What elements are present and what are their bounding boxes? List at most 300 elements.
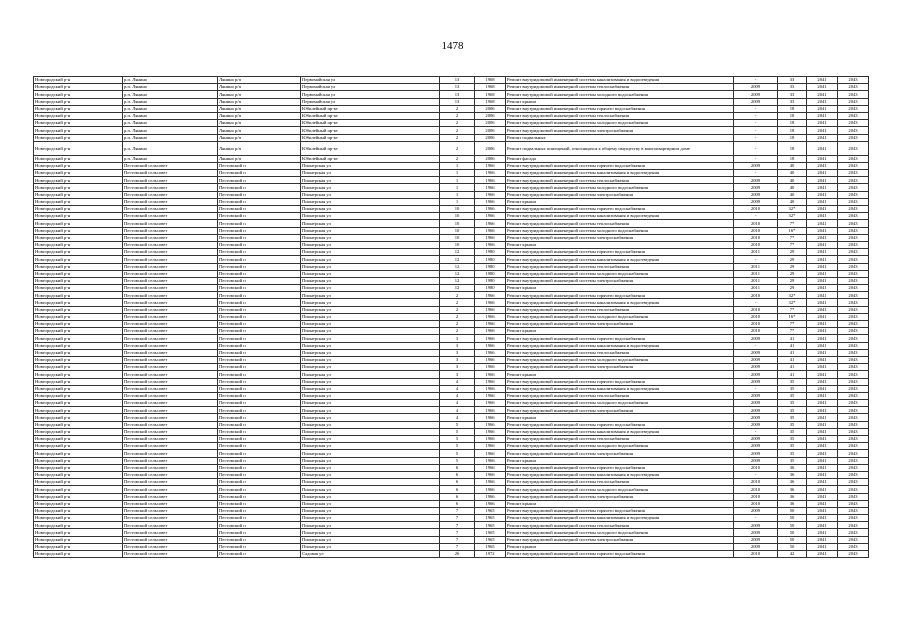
table-cell-start-year: 35 [778,378,807,385]
table-cell-street: Пионерская ул [301,198,440,205]
table-cell-house: 2 [440,134,475,141]
table-cell-done-year: - [734,120,778,127]
table-cell-end-year-b: 2043 [838,436,869,443]
table-cell-work-type: Ремонт внутридомовой инженерной системы теплоснабжения [506,84,734,91]
table-cell-end-year-a: 2041 [807,392,838,399]
table-cell-street: Пионерская ул [301,479,440,486]
table-cell-work-type: Ремонт внутридомовой инженерной системы холодного водоснабжения [506,443,734,450]
table-cell-street: Пионерская ул [301,285,440,292]
table-cell-street: Пионерская ул [301,206,440,213]
table-cell-municipality: Пестовский п [218,285,301,292]
table-cell-house: 12 [440,277,475,284]
table-cell-done-year: 2010 [734,328,778,335]
table-cell-done-year: - [734,155,778,162]
table-cell-done-year: 2010 [734,306,778,313]
table-cell-work-type: Ремонт внутридомовой инженерной системы холодного водоснабжения [506,184,734,191]
table-cell-street: Юбилейный пр-кт [301,112,440,119]
table-cell-settlement: Пестовский сельсовет [123,241,218,248]
table-cell-end-year-b: 2043 [838,177,869,184]
table-cell-year: 2006 [475,134,506,141]
table-cell-work-type: Ремонт внутридомовой инженерной системы канализования и водоотведения [506,385,734,392]
table-cell-work-type: Ремонт крыши [506,285,734,292]
table-cell-house: 2 [440,105,475,112]
table-cell-done-year: 2010 [734,313,778,320]
table-cell-done-year: 2010 [734,486,778,493]
table-row [34,493,869,500]
table-cell-end-year-b: 2043 [838,77,869,84]
table-cell-end-year-b: 2043 [838,356,869,363]
table-cell-done-year: 2009 [734,198,778,205]
table-row [34,349,869,356]
table-cell-start-year: 18 [778,112,807,119]
table-cell-done-year: 2009 [734,356,778,363]
table-cell-street: Юбилейный пр-кт [301,120,440,127]
table-row [34,335,869,342]
table-cell-settlement: Пестовский сельсовет [123,213,218,220]
table-cell-district: Новгородский р-н [34,321,123,328]
table-cell-done-year: 2009 [734,184,778,191]
table-cell-year: 1966 [475,220,506,227]
table-cell-municipality: Пестовский п [218,335,301,342]
table-row [34,198,869,205]
table-cell-year: 1966 [475,500,506,507]
table-cell-work-type: Ремонт внутридомовой инженерной системы холодного водоснабжения [506,400,734,407]
table-cell-end-year-b: 2043 [838,98,869,105]
table-cell-end-year-b: 2043 [838,378,869,385]
table-cell-start-year: 40 [778,198,807,205]
table-cell-district: Новгородский р-н [34,378,123,385]
table-cell-end-year-b: 2043 [838,321,869,328]
table-cell-end-year-a: 2041 [807,134,838,141]
page-number: 1478 [441,40,464,52]
table-cell-end-year-b: 2043 [838,493,869,500]
table-cell-end-year-a: 2041 [807,112,838,119]
table-cell-house: 13 [440,98,475,105]
table-cell-district: Новгородский р-н [34,127,123,134]
table-cell-year: 1968 [475,84,506,91]
table-cell-settlement: Пестовский сельсовет [123,457,218,464]
table-cell-end-year-a: 2041 [807,77,838,84]
table-cell-street: Пионерская ул [301,378,440,385]
table-cell-district: Новгородский р-н [34,500,123,507]
table-cell-end-year-a: 2041 [807,321,838,328]
table-cell-end-year-b: 2043 [838,507,869,514]
table-cell-year: 1966 [475,364,506,371]
table-cell-end-year-b: 2043 [838,191,869,198]
table-row [34,177,869,184]
table-cell-end-year-b: 2043 [838,170,869,177]
table-cell-done-year: - [734,428,778,435]
table-cell-end-year-a: 2041 [807,91,838,98]
table-cell-settlement: Пестовский сельсовет [123,378,218,385]
table-cell-end-year-a: 2041 [807,414,838,421]
table-cell-municipality: Пестовский п [218,270,301,277]
table-cell-work-type: Ремонт внутридомовой инженерной системы холодного водоснабжения [506,227,734,234]
table-cell-work-type: Ремонт внутридомовой инженерной системы теплоснабжения [506,177,734,184]
table-row [34,112,869,119]
table-cell-year: 1966 [475,421,506,428]
table-cell-street: Пионерская ул [301,263,440,270]
table-cell-street: Пионерская ул [301,292,440,299]
table-cell-district: Новгородский р-н [34,364,123,371]
table-cell-district: Новгородский р-н [34,313,123,320]
table-cell-municipality: Пестовский п [218,299,301,306]
table-row [34,450,869,457]
table-cell-done-year: - [734,134,778,141]
table-cell-district: Новгородский р-н [34,141,123,155]
table-cell-district: Новгородский р-н [34,277,123,284]
table-row [34,91,869,98]
table-cell-end-year-b: 2043 [838,385,869,392]
table-cell-street: Садовая ул [301,551,440,558]
table-cell-done-year: 2011 [734,249,778,256]
table-cell-done-year: 2009 [734,543,778,550]
table-cell-house: 7 [440,529,475,536]
table-cell-work-type: Ремонт внутридомовой инженерной системы канализования и водоотведения [506,342,734,349]
table-cell-work-type: Ремонт внутридомовой инженерной системы горячего водоснабжения [506,421,734,428]
table-cell-street: Пионерская ул [301,177,440,184]
table-cell-year: 1980 [475,285,506,292]
table-cell-settlement: Пестовский сельсовет [123,536,218,543]
table-cell-year: 1966 [475,471,506,478]
table-cell-work-type: Ремонт внутридомовой инженерной системы теплоснабжения [506,349,734,356]
table-cell-house: 10 [440,241,475,248]
table-cell-work-type: Ремонт фасада [506,155,734,162]
table-cell-done-year: 2009 [734,529,778,536]
table-cell-end-year-a: 2041 [807,292,838,299]
table-cell-year: 1966 [475,227,506,234]
table-cell-end-year-a: 2041 [807,220,838,227]
table-cell-done-year: - [734,105,778,112]
table-cell-street: Пионерская ул [301,407,440,414]
table-cell-year: 1966 [475,313,506,320]
table-cell-house: 1 [440,184,475,191]
table-row [34,120,869,127]
table-cell-year: 1966 [475,198,506,205]
table-cell-settlement: Пестовский сельсовет [123,551,218,558]
table-cell-start-year: 29 [778,263,807,270]
table-cell-district: Новгородский р-н [34,206,123,213]
table-cell-work-type: Ремонт внутридомовой инженерной системы теплоснабжения [506,436,734,443]
table-cell-year: 1966 [475,378,506,385]
table-cell-municipality: Пестовский п [218,500,301,507]
table-cell-end-year-a: 2041 [807,120,838,127]
table-cell-year: 1966 [475,170,506,177]
table-cell-municipality: Лянино р/п [218,127,301,134]
table-cell-street: Пионерская ул [301,191,440,198]
table-cell-done-year: 2010 [734,292,778,299]
table-cell-done-year: 2009 [734,457,778,464]
table-cell-end-year-a: 2041 [807,443,838,450]
table-cell-street: Пионерская ул [301,364,440,371]
table-cell-work-type: Ремонт крыши [506,98,734,105]
table-cell-house: 5 [440,457,475,464]
table-cell-house: 3 [440,342,475,349]
table-cell-start-year: 32* [778,213,807,220]
table-cell-settlement: Пестовский сельсовет [123,285,218,292]
table-cell-done-year: 2009 [734,191,778,198]
table-cell-settlement: Пестовский сельсовет [123,500,218,507]
table-row [34,220,869,227]
table-cell-house: 26 [440,551,475,558]
table-cell-municipality: Пестовский п [218,177,301,184]
table-cell-end-year-a: 2041 [807,105,838,112]
table-cell-end-year-a: 2041 [807,84,838,91]
table-cell-house: 2 [440,328,475,335]
table-cell-end-year-a: 2041 [807,256,838,263]
table-cell-year: 1980 [475,249,506,256]
table-row [34,241,869,248]
table-cell-end-year-a: 2041 [807,428,838,435]
table-cell-start-year: 32* [778,299,807,306]
table-cell-year: 1965 [475,507,506,514]
table-cell-house: 6 [440,486,475,493]
table-cell-district: Новгородский р-н [34,105,123,112]
table-cell-done-year: 2009 [734,436,778,443]
table-cell-done-year: 2009 [734,98,778,105]
table-cell-end-year-b: 2043 [838,400,869,407]
table-row [34,414,869,421]
table-cell-end-year-b: 2043 [838,428,869,435]
table-cell-municipality: Пестовский п [218,184,301,191]
table-cell-start-year: 35 [778,436,807,443]
table-cell-house: 1 [440,191,475,198]
table-cell-street: Юбилейный пр-кт [301,127,440,134]
table-cell-district: Новгородский р-н [34,536,123,543]
table-cell-street: Пионерская ул [301,529,440,536]
table-cell-municipality: Пестовский п [218,220,301,227]
table-cell-work-type: Ремонт внутридомовой инженерной системы канализования и водоотведения [506,170,734,177]
table-cell-start-year: 36 [778,486,807,493]
table-cell-municipality: Лянино р/п [218,98,301,105]
table-cell-settlement: Пестовский сельсовет [123,321,218,328]
table-cell-district: Новгородский р-н [34,428,123,435]
table-cell-start-year: 36 [778,471,807,478]
table-cell-end-year-a: 2041 [807,371,838,378]
table-cell-settlement: р.п. Лянино [123,155,218,162]
table-cell-house: 6 [440,493,475,500]
table-cell-done-year: - [734,141,778,155]
table-cell-house: 10 [440,213,475,220]
table-cell-district: Новгородский р-н [34,385,123,392]
table-row [34,313,869,320]
table-cell-settlement: Пестовский сельсовет [123,328,218,335]
table-cell-work-type: Ремонт внутридомовой инженерной системы электроснабжения [506,493,734,500]
table-cell-municipality: Пестовский п [218,249,301,256]
table-cell-end-year-a: 2041 [807,385,838,392]
table-cell-work-type: Ремонт внутридомовой инженерной системы горячего водоснабжения [506,249,734,256]
table-cell-year: 1966 [475,385,506,392]
table-cell-end-year-a: 2041 [807,170,838,177]
table-cell-start-year: 35 [778,400,807,407]
table-cell-end-year-b: 2043 [838,206,869,213]
table-cell-end-year-b: 2043 [838,407,869,414]
table-cell-end-year-a: 2041 [807,407,838,414]
table-row [34,551,869,558]
table-cell-end-year-a: 2041 [807,378,838,385]
table-cell-year: 1966 [475,328,506,335]
table-cell-start-year: 50 [778,515,807,522]
table-cell-start-year: 7* [778,220,807,227]
table-cell-end-year-a: 2041 [807,421,838,428]
table-cell-start-year: 35 [778,428,807,435]
table-row [34,443,869,450]
table-cell-street: Юбилейный пр-кт [301,155,440,162]
table-cell-street: Пионерская ул [301,450,440,457]
table-cell-settlement: Пестовский сельсовет [123,486,218,493]
table-row [34,536,869,543]
table-cell-done-year: 2009 [734,450,778,457]
table-cell-street: Пионерская ул [301,241,440,248]
table-cell-year: 1966 [475,436,506,443]
table-cell-done-year: 2011 [734,277,778,284]
table-cell-work-type: Ремонт внутридомовой инженерной системы теплоснабжения [506,522,734,529]
table-cell-street: Пионерская ул [301,184,440,191]
table-row [34,292,869,299]
table-cell-year: 1966 [475,342,506,349]
table-cell-street: Пионерская ул [301,493,440,500]
table-cell-done-year: 2010 [734,227,778,234]
table-cell-municipality: Пестовский п [218,515,301,522]
table-cell-municipality: Пестовский п [218,170,301,177]
table-cell-end-year-b: 2043 [838,91,869,98]
table-cell-end-year-b: 2043 [838,263,869,270]
table-cell-work-type: Ремонт крыши [506,500,734,507]
table-cell-municipality: Пестовский п [218,227,301,234]
table-cell-year: 2006 [475,155,506,162]
table-cell-settlement: р.п. Лянино [123,141,218,155]
table-cell-work-type: Ремонт внутридомовой инженерной системы электроснабжения [506,191,734,198]
table-cell-district: Новгородский р-н [34,407,123,414]
table-row [34,464,869,471]
table-cell-municipality: Лянино р/п [218,134,301,141]
table-cell-work-type: Ремонт внутридомовой инженерной системы теплоснабжения [506,263,734,270]
table-cell-street: Пионерская ул [301,486,440,493]
table-cell-street: Пионерская ул [301,436,440,443]
table-cell-street: Юбилейный пр-кт [301,134,440,141]
table-cell-municipality: Пестовский п [218,551,301,558]
table-cell-start-year: 18 [778,105,807,112]
table-cell-start-year: 40 [778,184,807,191]
table-cell-district: Новгородский р-н [34,77,123,84]
table-cell-end-year-b: 2043 [838,234,869,241]
table-cell-end-year-a: 2041 [807,450,838,457]
table-cell-work-type: Ремонт внутридомовой инженерной системы холодного водоснабжения [506,91,734,98]
table-cell-district: Новгородский р-н [34,155,123,162]
table-cell-municipality: Лянино р/п [218,91,301,98]
table-cell-house: 2 [440,306,475,313]
table-cell-district: Новгородский р-н [34,486,123,493]
table-row [34,328,869,335]
table-cell-start-year: 33 [778,98,807,105]
table-cell-done-year: - [734,127,778,134]
table-row [34,105,869,112]
table-cell-start-year: 33 [778,77,807,84]
table-cell-settlement: Пестовский сельсовет [123,450,218,457]
table-cell-settlement: Пестовский сельсовет [123,292,218,299]
table-cell-year: 1966 [475,356,506,363]
table-cell-street: Пионерская ул [301,500,440,507]
table-cell-end-year-b: 2043 [838,213,869,220]
table-cell-district: Новгородский р-н [34,120,123,127]
table-cell-house: 12 [440,285,475,292]
table-cell-end-year-b: 2043 [838,84,869,91]
table-cell-municipality: Пестовский п [218,256,301,263]
table-row [34,479,869,486]
table-cell-municipality: Лянино р/п [218,112,301,119]
table-cell-end-year-b: 2043 [838,342,869,349]
table-row [34,342,869,349]
table-cell-work-type: Ремонт крыши [506,414,734,421]
table-cell-district: Новгородский р-н [34,450,123,457]
table-cell-municipality: Пестовский п [218,536,301,543]
table-cell-municipality: Лянино р/п [218,120,301,127]
table-cell-start-year: 36 [778,464,807,471]
table-cell-end-year-a: 2041 [807,543,838,550]
table-cell-end-year-a: 2041 [807,191,838,198]
table-cell-house: 7 [440,515,475,522]
table-row [34,127,869,134]
table-cell-house: 3 [440,364,475,371]
table-row [34,392,869,399]
table-cell-settlement: Пестовский сельсовет [123,515,218,522]
table-cell-street: Пионерская ул [301,299,440,306]
table-cell-end-year-a: 2041 [807,335,838,342]
table-cell-settlement: р.п. Лянино [123,134,218,141]
table-cell-done-year: - [734,256,778,263]
table-cell-street: Пионерская ул [301,170,440,177]
table-cell-start-year: 29 [778,277,807,284]
table-cell-done-year: 2009 [734,507,778,514]
table-row [34,141,869,155]
table-cell-start-year: 40 [778,177,807,184]
table-cell-municipality: Лянино р/п [218,77,301,84]
table-cell-end-year-a: 2041 [807,184,838,191]
table-cell-end-year-a: 2041 [807,141,838,155]
table-cell-start-year: 35 [778,457,807,464]
table-cell-start-year: 40 [778,170,807,177]
table-cell-year: 1966 [475,206,506,213]
table-cell-end-year-b: 2043 [838,471,869,478]
table-cell-end-year-a: 2041 [807,457,838,464]
table-cell-district: Новгородский р-н [34,134,123,141]
table-cell-house: 5 [440,421,475,428]
table-cell-start-year: 7* [778,234,807,241]
table-cell-start-year: 7* [778,321,807,328]
table-cell-done-year: 2009 [734,162,778,169]
table-cell-end-year-b: 2043 [838,105,869,112]
table-cell-district: Новгородский р-н [34,91,123,98]
table-row [34,155,869,162]
table-cell-house: 6 [440,471,475,478]
table-cell-street: Пионерская ул [301,321,440,328]
table-cell-year: 1966 [475,400,506,407]
table-cell-street: Первомайская ул [301,91,440,98]
table-cell-end-year-b: 2043 [838,349,869,356]
table-cell-start-year: 7* [778,241,807,248]
table-row [34,98,869,105]
table-cell-start-year: 18 [778,141,807,155]
table-cell-district: Новгородский р-н [34,551,123,558]
table-cell-street: Пионерская ул [301,522,440,529]
table-cell-end-year-a: 2041 [807,436,838,443]
table-cell-settlement: Пестовский сельсовет [123,349,218,356]
table-cell-year: 1965 [475,536,506,543]
table-cell-settlement: Пестовский сельсовет [123,206,218,213]
table-cell-settlement: Пестовский сельсовет [123,464,218,471]
table-cell-year: 2006 [475,127,506,134]
table-row [34,428,869,435]
